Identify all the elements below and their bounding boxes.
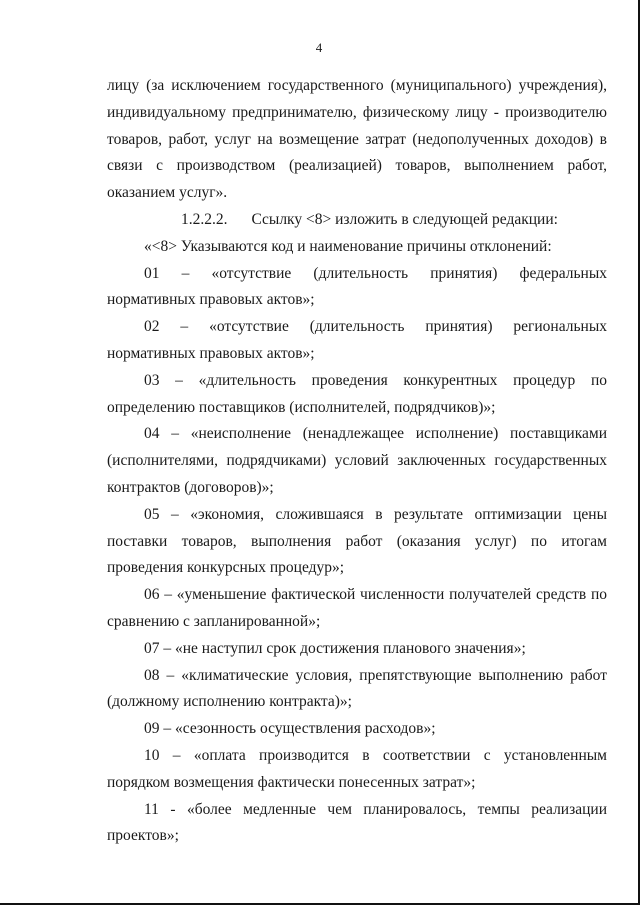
document-body: [107, 73, 607, 850]
page-number: 4: [315, 40, 323, 55]
list-item-08: 08 – «климатические условия, препятствующие выполнению работ (должному исполнению контракта)»;: [107, 666, 607, 711]
list-item-03: 03 – «длительность проведения конкурентных процедур по определению поставщиков (исполнителей, подрядчиков)»;: [107, 371, 607, 416]
list-item-10: 10 – «оплата производится в соответствии с установленным порядком возмещения фактически понесенных затрат»;: [107, 746, 607, 791]
paragraph-clause-1-2-2-2: [107, 207, 607, 234]
list-item-05: 05 – «экономия, сложившаяся в результате оптимизации цены поставки товаров, выполнения работ (оказания услуг) по итогам проведения конкурсных процедур»;: [107, 505, 607, 577]
paragraph-continuation: лицу (за исключением государственного (муниципального) учреждения), индивидуальному предпринимателю, физическому лицу - производителю товаров, работ, услуг на возмещение затрат (недополученных доходов) в связи с производством (реализацией) товаров, выполнением работ, оказанием услуг».: [107, 77, 607, 202]
list-item-04: 04 – «неисполнение (ненадлежащее исполнение) поставщиками (исполнителями, подрядчиками) условий заключенных государственных контрактов (договоров)»;: [107, 425, 607, 496]
list-item-11: 11 - «более медленные чем планировалось, темпы реализации проектов»;: [107, 800, 607, 845]
clause-text: Ссылку <8> изложить в следующей редакции:: [251, 210, 558, 228]
list-item-07: 07 – «не наступил срок достижения планового значения»;: [144, 639, 526, 657]
list-item-01: 01 – «отсутствие (длительность принятия) федеральных нормативных правовых актов»;: [107, 264, 607, 309]
list-item-02: 02 – «отсутствие (длительность принятия) региональных нормативных правовых актов»;: [107, 318, 607, 362]
clause-number: 1.2.2.2.: [181, 210, 228, 228]
list-item-06: 06 – «уменьшение фактической численности получателей средств по сравнению с запланированной»;: [107, 586, 607, 630]
paragraph-footnote-8-intro: «<8> Указываются код и наименование причины отклонений:: [144, 237, 552, 255]
list-item-09: 09 – «сезонность осуществления расходов»;: [144, 720, 436, 738]
